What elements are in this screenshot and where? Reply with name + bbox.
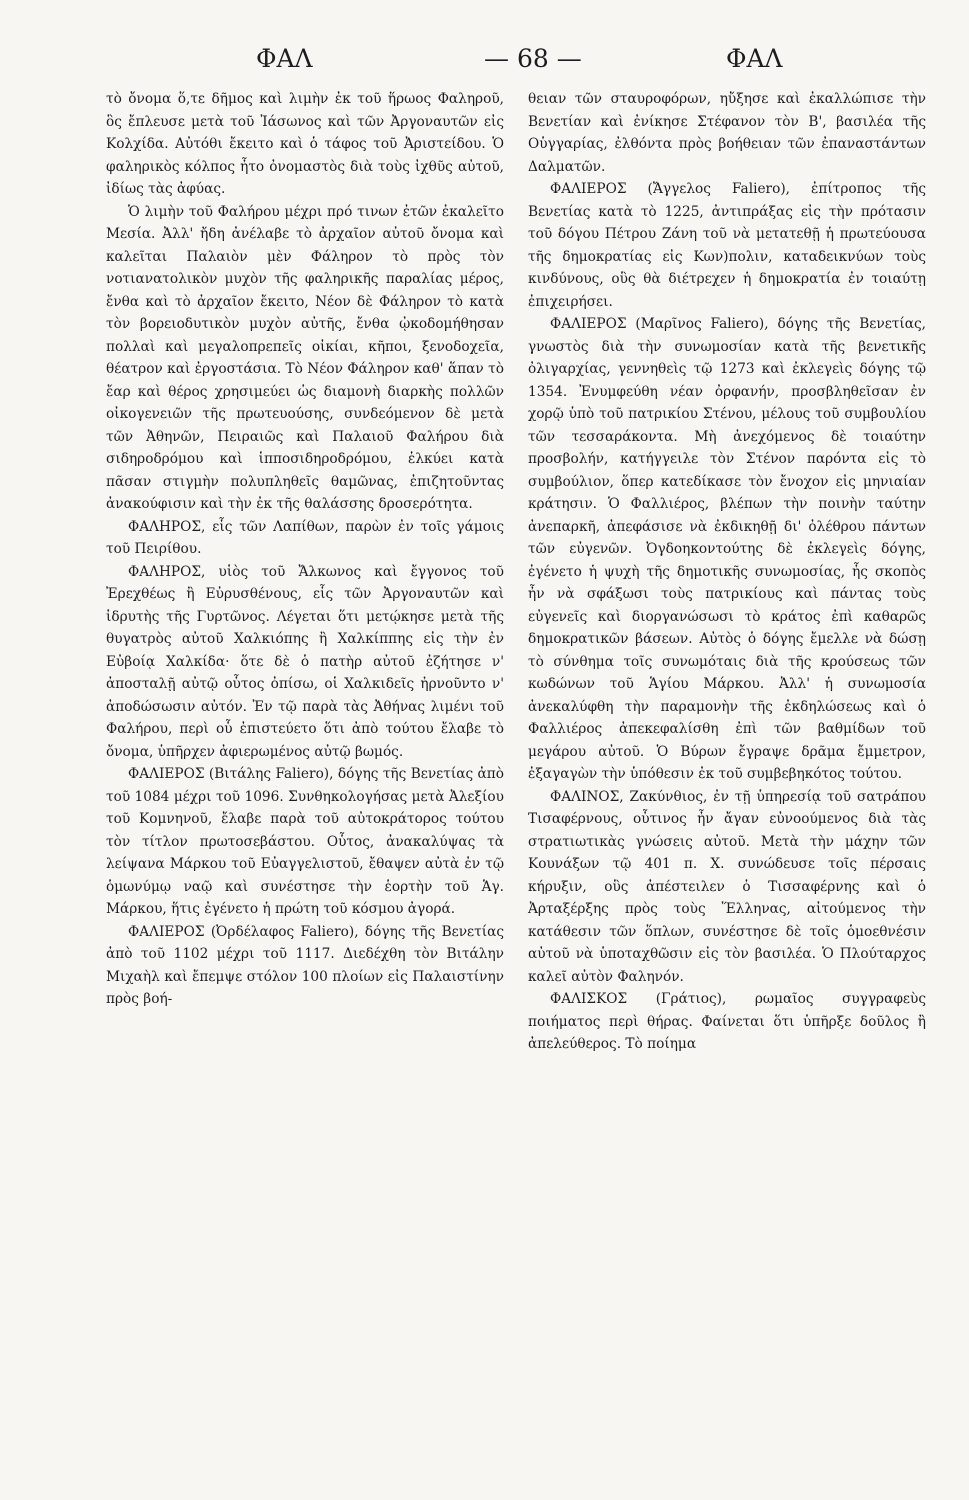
header-right: ΦΑΛ <box>726 44 783 73</box>
header-left: ΦΑΛ <box>256 44 313 73</box>
running-header <box>106 38 927 78</box>
paragraph-continued: θειαν τῶν σταυροφόρων, ηὔξησε καὶ ἐκαλλώπισε τὴν Βενετίαν καὶ ἐνίκησε Στέφανον τὸν Β', βασιλέα τῆς Οὑγγαρίας, ἐλθόντα πρὸς βοήθειαν τῶν ἐπαναστάντων Δαλματῶν. <box>528 91 926 175</box>
entry-phaleros-argonaut: ΦΑΛΗΡΟΣ, υἱὸς τοῦ Ἄλκωνος καὶ ἔγγονος τοῦ Ἐρεχθέως ἢ Εὐρυσθένους, εἷς τῶν Ἀργοναυτῶν καὶ ἱδρυτὴς τῆς Γυρτῶνος. Λέγεται ὅτι μετῴκησε μετὰ τῆς θυγατρὸς αὐτοῦ Χαλκιόπης ἢ Χαλκίππης εἰς τὴν ἐν Εὐβοίᾳ Χαλκίδα· ὅτε δὲ ὁ πατὴρ αὐτοῦ ἐζήτησε ν' ἀποσταλῇ αὐτῷ οὗτος ὀπίσω, οἱ Χαλκιδεῖς ἠρνοῦντο ν' ἀποδώσωσιν αὐτόν. Ἐν τῷ παρὰ τὰς Ἀθήνας λιμένι τοῦ Φαλήρου, περὶ οὗ ἐπιστεύετο ὅτι ἀπὸ τούτου ἔλαβε τὸ ὄνομα, ὑπῆρχεν ἀφιερωμένος αὐτῷ βωμός. <box>106 563 504 760</box>
entry-faliero-ordelaffo: ΦΑΛΙΕΡΟΣ (Ὀρδέλαφος Faliero), δόγης τῆς Βενετίας ἀπὸ τοῦ 1102 μέχρι τοῦ 1117. Διεδέχθη τὸν Βιτάλην Μιχαὴλ καὶ ἔπεμψε στόλον 100 πλοίων εἰς Παλαιστίνην πρὸς βοή- <box>106 923 504 1007</box>
left-column <box>106 88 504 1056</box>
paragraph: τὸ ὄνομα ὅ,τε δῆμος καὶ λιμὴν ἐκ τοῦ ἥρωος Φαληροῦ, ὃς ἔπλευσε μετὰ τοῦ Ἰάσωνος καὶ τῶν Ἀργοναυτῶν εἰς Κολχίδα. Αὐτόθι ἔκειτο καὶ ὁ τάφος τοῦ Ἀριστείδου. Ὁ φαληρικὸς κόλπος ἦτο ὀνομαστὸς διὰ τοὺς ἰχθῦς αὐτοῦ, ἰδίως τὰς ἀφύας. <box>106 91 504 197</box>
right-column <box>528 88 926 1056</box>
entry-faliero-marino: ΦΑΛΙΕΡΟΣ (Μαρῖνος Faliero), δόγης τῆς Βενετίας, γνωστὸς διὰ τὴν συνωμοσίαν κατὰ τῆς βενετικῆς ὀλιγαρχίας, γεννηθεὶς τῷ 1273 καὶ ἐκλεγεὶς δόγης τῷ 1354. Ἐνυμφεύθη νέαν ὀρφανήν, προσβληθεῖσαν ἐν χορῷ ὑπὸ τοῦ πατρικίου Στένου, μέλους τοῦ συμβουλίου τῶν τεσσαράκοντα. Μὴ ἀνεχόμενος δὲ τοιαύτην προσβολήν, κατήγγειλε τὸν Στένον παρόντα εἰς τὸ συμβούλιον, ὅπερ κατεδίκασε τὸν ἔνοχον εἰς μηνιαίαν κράτησιν. Ὁ Φαλλιέρος, βλέπων τὴν ποινὴν ταύτην ἀνεπαρκῆ, ἀπεφάσισε νὰ ἐκδικηθῇ δι' ὀλέθρου πάντων τῶν εὐγενῶν. Ὀγδοηκοντούτης δὲ ἐκλεγεὶς δόγης, ἐγένετο ἡ ψυχὴ τῆς δημοτικῆς συνωμοσίας, ἧς σκοπὸς ἦν νὰ σφάξωσι τοὺς πατρικίους καὶ πάντας τοὺς εὐγενεῖς καὶ διοργανώσωσι τὸ κράτος ἐπὶ καθαρῶς δημοκρατικῶν βάσεων. Αὐτὸς ὁ δόγης ἔμελλε νὰ δώσῃ τὸ σύνθημα τοῖς συνωμόταις διὰ τῆς κρούσεως τῶν κωδώνων τοῦ Ἁγίου Μάρκου. Ἀλλ' ἡ συνωμοσία ἀνεκαλύφθη τὴν παραμονὴν τῆς ἐκδηλώσεως καὶ ὁ Φαλλιέρος ἀπεκεφαλίσθη ἐπὶ τῶν βαθμίδων τοῦ μεγάρου αὐτοῦ. Ὁ Βύρων ἔγραψε δρᾶμα ἔμμετρον, ἐξαγαγὼν τὴν ὑπόθεσιν ἐκ τοῦ συμβεβηκότος τούτου. <box>528 316 926 782</box>
entry-phaleros-lapith: ΦΑΛΗΡΟΣ, εἷς τῶν Λαπίθων, παρὼν ἐν τοῖς γάμοις τοῦ Πειρίθου. <box>106 518 504 557</box>
entry-phalinos: ΦΑΛΙΝΟΣ, Ζακύνθιος, ἐν τῇ ὑπηρεσίᾳ τοῦ σατράπου Τισαφέρνους, οὗτινος ἦν ἄγαν εὐνοούμενος διὰ τὰς στρατιωτικὰς γνώσεις αὐτοῦ. Μετὰ τὴν μάχην τῶν Κουνάξων τῷ 401 π. Χ. συνώδευσε τοῖς πέρσαις κήρυξιν, οὓς ἀπέστειλεν ὁ Τισσαφέρνης καὶ ὁ Ἀρταξέρξης πρὸς τοὺς Ἕλληνας, αἰτούμενος τὴν κατάθεσιν τῶν ὅπλων, συνέστησε δὲ τοῖς ὁμοεθνέσιν αὐτοῦ νὰ ὑποταχθῶσιν εἰς τὸν βασιλέα. Ὁ Πλούταρχος καλεῖ αὐτὸν Φαληνόν. <box>528 788 926 985</box>
text-columns <box>106 88 927 1056</box>
entry-faliero-vitale: ΦΑΛΙΕΡΟΣ (Βιτάλης Faliero), δόγης τῆς Βενετίας ἀπὸ τοῦ 1084 μέχρι τοῦ 1096. Συνθηκολογήσας μετὰ Ἀλεξίου τοῦ Κομνηνοῦ, ἔλαβε παρὰ τοῦ αὐτοκράτορος τούτου τὸν τίτλον πρωτοσεβάστου. Οὗτος, ἀνακαλύψας τὰ λείψανα Μάρκου τοῦ Εὐαγγελιστοῦ, ἔθαψεν αὐτὰ ἐν τῷ ὁμωνύμῳ ναῷ καὶ συνέστησε τὴν ἑορτὴν τοῦ Ἁγ. Μάρκου, ἥτις ἐγένετο ἡ πρώτη τοῦ κόσμου ἀγορά. <box>106 766 504 917</box>
entry-phaliskos: ΦΑΛΙΣΚΟΣ (Γράτιος), ρωμαῖος συγγραφεὺς ποιήματος περὶ θήρας. Φαίνεται ὅτι ὑπῆρξε δοῦλος ἢ ἀπελεύθερος. Τὸ ποίημα <box>528 991 926 1052</box>
entry-faliero-angelo: ΦΑΛΙΕΡΟΣ (Ἄγγελος Faliero), ἐπίτροπος τῆς Βενετίας κατὰ τὸ 1225, ἀντιπράξας εἰς τὴν πρότασιν τοῦ δόγου Πέτρου Ζάνη τοῦ νὰ μετατεθῇ ἡ πρωτεύουσα τῆς δημοκρατίας εἰς Κων)πολιν, καταδεικνύων τοὺς κινδύνους, οὓς θὰ διέτρεχεν ἡ δημοκρατία ἐν τοιαύτῃ ἐπιχειρήσει. <box>528 181 926 310</box>
paragraph: Ὁ λιμὴν τοῦ Φαλήρου μέχρι πρό τινων ἐτῶν ἐκαλεῖτο Μεσία. Ἀλλ' ἤδη ἀνέλαβε τὸ ἀρχαῖον αὐτοῦ ὄνομα καὶ καλεῖται Παλαιὸν μὲν Φάληρον τὸ πρὸς τὸν νοτιανατολικὸν μυχὸν τῆς φαληρικῆς παραλίας μέρος, ἔνθα καὶ τὸ ἀρχαῖον ἔκειτο, Νέον δὲ Φάληρον τὸ κατὰ τὸν βορειοδυτικὸν μυχὸν αὐτῆς, ἔνθα ᾠκοδομήθησαν πολλαὶ καὶ μεγαλοπρεπεῖς οἰκίαι, κῆποι, ξενοδοχεῖα, θέατρον καὶ ἐργοστάσια. Τὸ Νέον Φάληρον καθ' ἅπαν τὸ ἔαρ καὶ θέρος χρησιμεύει ὡς διαμονὴ διαρκὴς πολλῶν οἰκογενειῶν τῆς πρωτευούσης, συνδεόμενον δὲ μετὰ τῶν Ἀθηνῶν, Πειραιῶς καὶ Παλαιοῦ Φαλήρου διὰ σιδηροδρόμου καὶ ἱπποσιδηροδρόμου, ἑλκύει κατὰ πᾶσαν στιγμὴν πολυπληθεῖς θαμῶνας, ἐπιζητοῦντας ἀνακούφισιν καὶ τὴν ἐκ τῆς θαλάσσης δροσερότητα. <box>106 203 504 512</box>
page-number: — 68 — <box>484 44 582 73</box>
